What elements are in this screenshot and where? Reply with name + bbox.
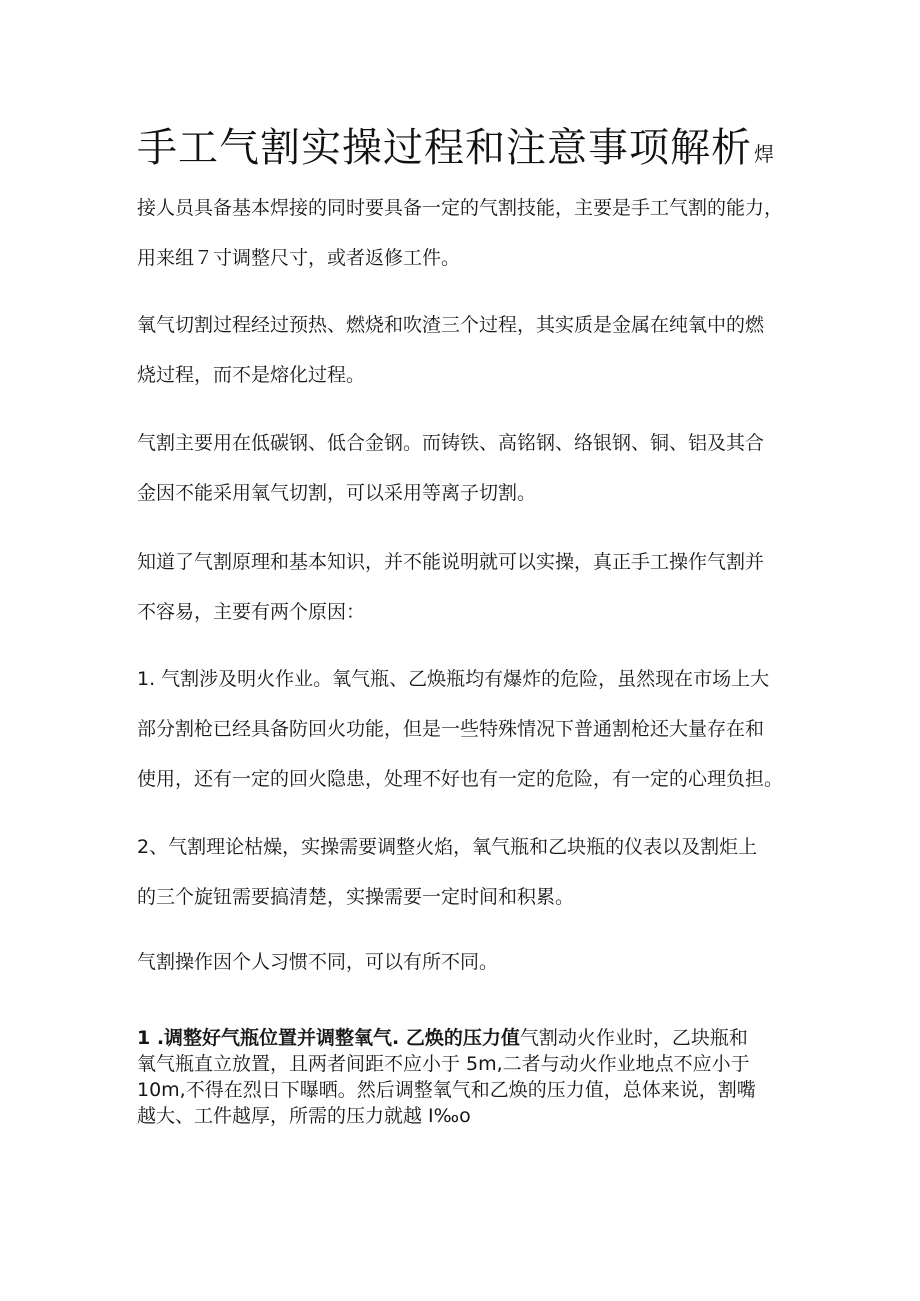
section-1-first-line-rest: 气割动火作业时，乙块瓶和 (519, 1027, 748, 1049)
title-tail-text: 焊 (754, 142, 774, 166)
paragraph-line: 不容易，主要有两个原因： (137, 601, 366, 623)
paragraph-materials (137, 418, 797, 518)
paragraph-reason-1 (137, 654, 797, 804)
paragraph-line: 接人员具备基本焊接的同时要具备一定的气割技能，主要是手工气割的能力， (137, 197, 784, 219)
paragraph-line: 氧气切割过程经过预热、燃烧和吹渣三个过程，其实质是金属在纯氧中的燃 (137, 314, 765, 336)
section-1-first-line (137, 1025, 797, 1051)
paragraph-line: 的三个旋钮需要搞清楚，实操需要一定时间和积累。 (137, 886, 575, 908)
section-1 (137, 1025, 797, 1129)
paragraph-line: 部分割枪已经具备防回火功能，但是一些特殊情况下普通割枪还大量存在和 (137, 718, 765, 740)
paragraph-line: 气割操作因个人习惯不同，可以有所不同。 (137, 951, 499, 973)
paragraph-habit (137, 937, 797, 987)
section-1-line: 氧气瓶直立放置，且两者间距不应小于 5m,二者与动火作业地点不应小于 (137, 1053, 750, 1075)
paragraph-line: 金因不能采用氧气切割，可以采用等离子切割。 (137, 482, 537, 504)
paragraph-line: 1. 气割涉及明火作业。氧气瓶、乙焕瓶均有爆炸的危险，虽然现在市场上大 (137, 668, 770, 690)
paragraph-line: 气割主要用在低碳钢、低合金钢。而铸铁、高铭钢、络银钢、铜、铝及其合 (137, 432, 765, 454)
paragraph-line: 使用，还有一定的回火隐患，处理不好也有一定的危险，有一定的心理负担。 (137, 768, 784, 790)
paragraph-line: 2、气割理论枯燥，实操需要调整火焰，氧气瓶和乙块瓶的仪表以及割炬上 (137, 836, 758, 858)
paragraph-process (137, 300, 797, 400)
section-1-line: 10m,不得在烈日下曝晒。然后调整氧气和乙焕的压力值，总体来说，割嘴 (137, 1079, 756, 1101)
paragraph-intro (137, 183, 797, 283)
section-1-heading: 1 .调整好气瓶位置并调整氧气. 乙焕的压力值 (137, 1027, 520, 1049)
document-title-line (137, 120, 857, 184)
section-1-line: 越大、工件越厚，所需的压力就越 I‰o (137, 1105, 471, 1127)
document-title: 手工气割实操过程和注意事项解析 (137, 125, 752, 171)
paragraph-line: 烧过程，而不是熔化过程。 (137, 364, 366, 386)
paragraph-line: 用来组７寸调整尺寸，或者返修工件。 (137, 247, 461, 269)
paragraph-line: 知道了气割原理和基本知识，并不能说明就可以实操，真正手工操作气割并 (137, 551, 765, 573)
paragraph-reason-2 (137, 822, 797, 922)
paragraph-difficulty (137, 537, 797, 637)
